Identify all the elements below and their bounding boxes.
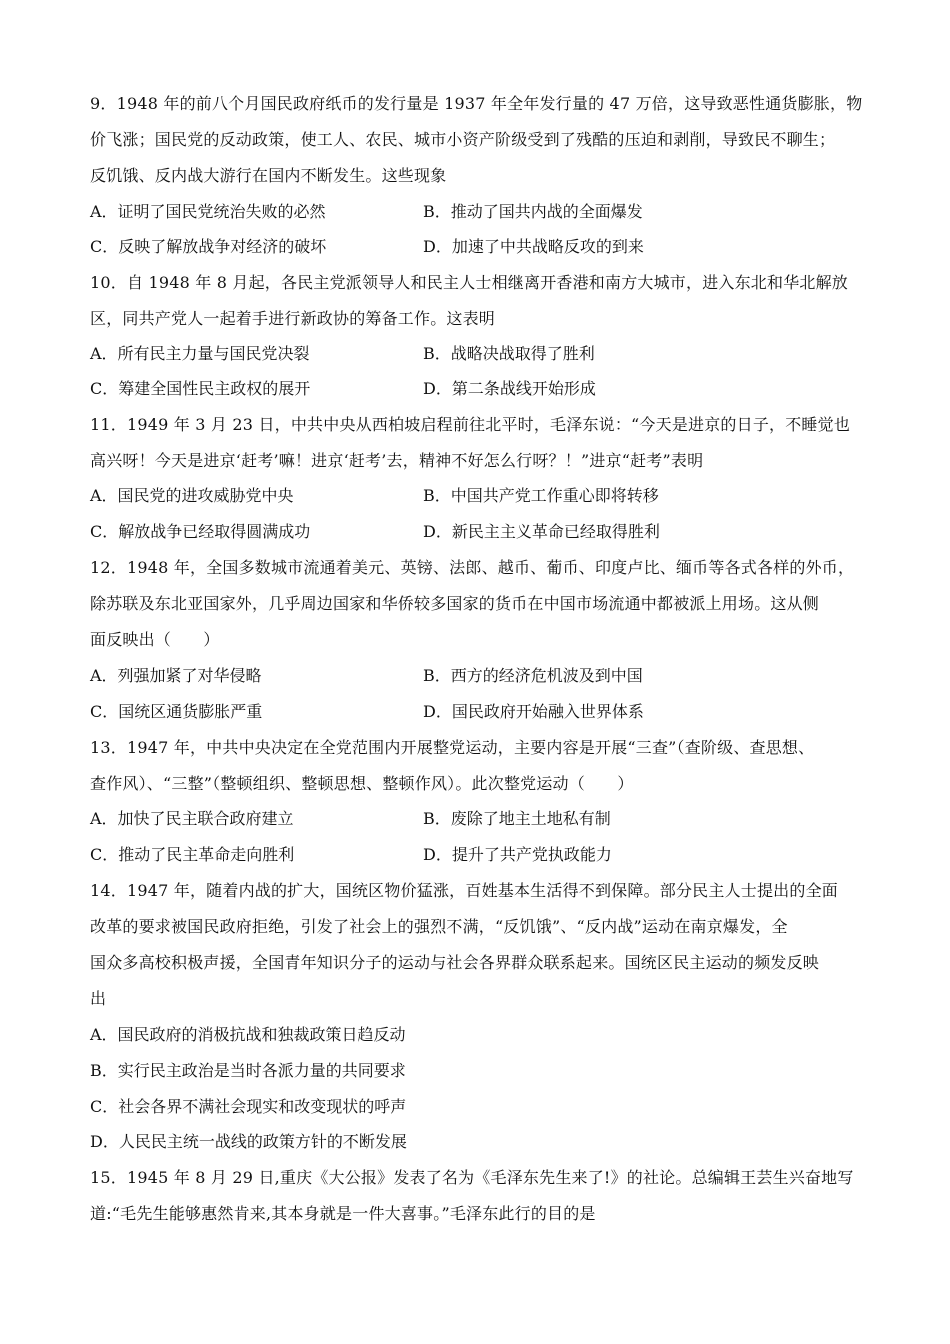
option-b: B．实行民主政治是当时各派力量的共同要求: [90, 1061, 406, 1080]
option-a: A．国民政府的消极抗战和独裁政策日趋反动: [90, 1025, 406, 1044]
option-b: B．废除了地主土地私有制: [423, 809, 611, 828]
question-stem-line: 区，同共产党人一起着手进行新政协的筹备工作。这表明: [90, 309, 496, 328]
question-stem-line: 查作风）、“三整”（整顿组织、整顿思想、整顿作风）。此次整党运动（ ）: [90, 774, 634, 793]
question-stem-line: 国众多高校积极声援，全国青年知识分子的运动与社会各界群众联系起来。国统区民主运动的频发反映: [90, 953, 820, 972]
question-stem-line: 反饥饿、反内战大游行在国内不断发生。这些现象: [90, 166, 447, 185]
question-stem-line: 14．1947 年，随着内战的扩大，国统区物价猛涨，百姓基本生活得不到保障。部分民主人士提出的全面: [90, 881, 838, 900]
option-c: C．国统区通货膨胀严重: [90, 702, 263, 721]
question-stem-line: 除苏联及东北亚国家外，几乎周边国家和华侨较多国家的货币在中国市场流通中都被派上用场。这从侧: [90, 594, 820, 613]
option-b: B．西方的经济危机波及到中国: [423, 666, 643, 685]
option-d: D．加速了中共战略反攻的到来: [423, 237, 644, 256]
question-stem-line: 面反映出（ ）: [90, 630, 220, 649]
option-a: A．国民党的进攻威胁党中央: [90, 486, 294, 505]
question-stem-line: 道:“毛先生能够惠然肯来,其本身就是一件大喜事。”毛泽东此行的目的是: [90, 1204, 596, 1223]
option-d: D．提升了共产党执政能力: [423, 845, 612, 864]
question-stem-line: 9．1948 年的前八个月国民政府纸币的发行量是 1937 年全年发行量的 47 万倍，这导致恶性通货膨胀，物: [90, 94, 863, 113]
option-d: D．人民民主统一战线的政策方针的不断发展: [90, 1132, 407, 1151]
option-b: B．推动了国共内战的全面爆发: [423, 202, 643, 221]
option-d: D．第二条战线开始形成: [423, 379, 596, 398]
option-b: B．战略决战取得了胜利: [423, 344, 595, 363]
question-stem-line: 15．1945 年 8 月 29 日,重庆《大公报》发表了名为《毛泽东先生来了!》的社论。总编辑王芸生兴奋地写: [90, 1168, 854, 1187]
option-a: A．加快了民主联合政府建立: [90, 809, 294, 828]
option-c: C．社会各界不满社会现实和改变现状的呼声: [90, 1097, 407, 1116]
option-a: A．所有民主力量与国民党决裂: [90, 344, 310, 363]
option-a: A．证明了国民党统治失败的必然: [90, 202, 326, 221]
option-c: C．解放战争已经取得圆满成功: [90, 522, 311, 541]
option-c: C．筹建全国性民主政权的展开: [90, 379, 311, 398]
option-d: D．新民主主义革命已经取得胜利: [423, 522, 660, 541]
question-stem-line: 12．1948 年，全国多数城市流通着美元、英镑、法郎、越币、葡币、印度卢比、缅币等各式各样的外币，: [90, 558, 855, 577]
option-b: B．中国共产党工作重心即将转移: [423, 486, 659, 505]
question-stem-line: 10．自 1948 年 8 月起，各民主党派领导人和民主人士相继离开香港和南方大城市，进入东北和华北解放: [90, 273, 849, 292]
question-stem-line: 改革的要求被国民政府拒绝，引发了社会上的强烈不满，“反饥饿”、“反内战”运动在南京爆发，全: [90, 917, 788, 936]
question-stem-line: 高兴呀！今天是进京‘赶考’嘛！进京‘赶考’去，精神不好怎么行呀？！”进京“赶考”表明: [90, 451, 704, 470]
option-c: C．推动了民主革命走向胜利: [90, 845, 295, 864]
option-d: D．国民政府开始融入世界体系: [423, 702, 644, 721]
question-stem-line: 出: [90, 989, 107, 1008]
option-a: A．列强加紧了对华侵略: [90, 666, 262, 685]
question-stem-line: 11．1949 年 3 月 23 日，中共中央从西柏坡启程前往北平时，毛泽东说：“今天是进京的日子，不睡觉也: [90, 415, 851, 434]
option-c: C．反映了解放战争对经济的破坏: [90, 237, 327, 256]
question-stem-line: 13．1947 年，中共中央决定在全党范围内开展整党运动，主要内容是开展“三查”（查阶级、查思想、: [90, 738, 815, 757]
question-stem-line: 价飞涨；国民党的反动政策，使工人、农民、城市小资产阶级受到了残酷的压迫和剥削，导致民不聊生；: [90, 130, 836, 149]
